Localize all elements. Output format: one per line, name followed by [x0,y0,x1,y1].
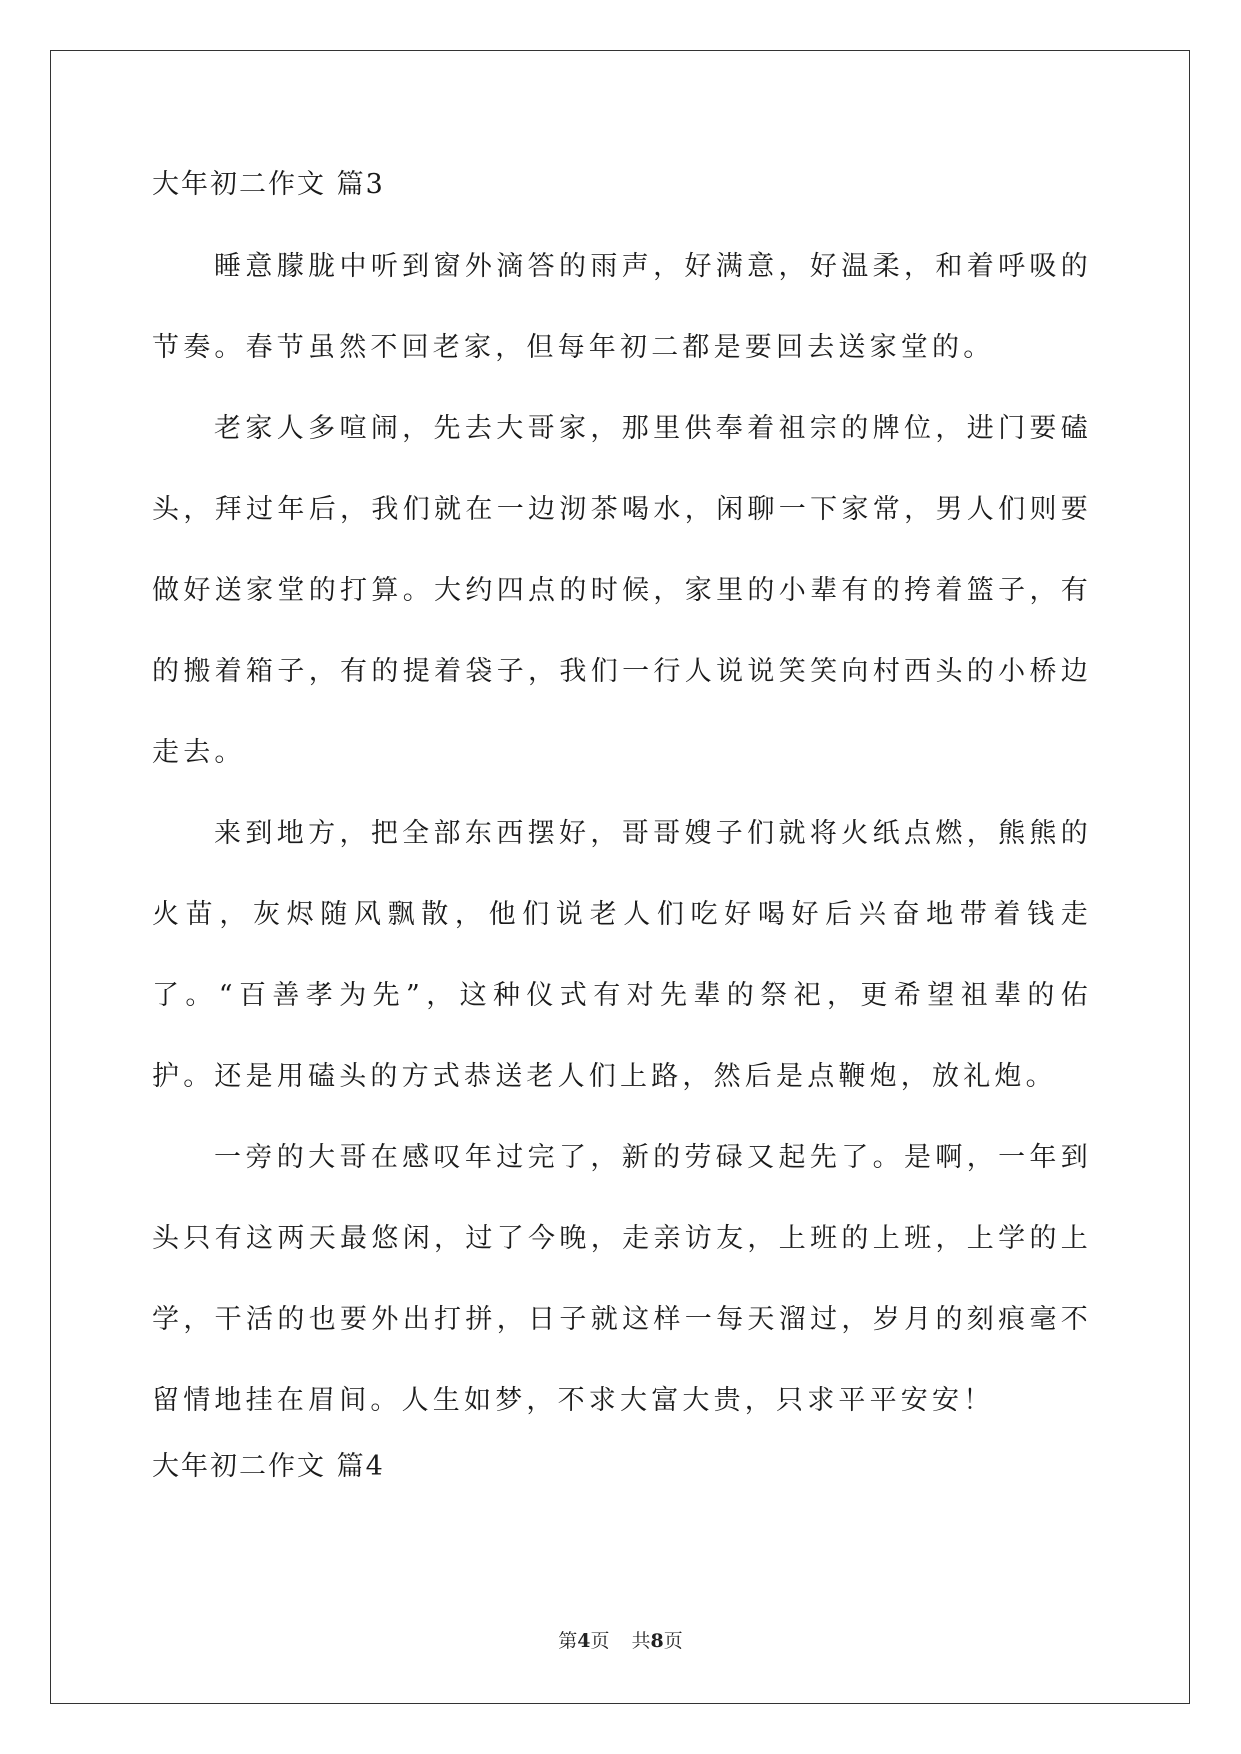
section-title-4: 大年初二作文 篇4 [152,1451,385,1482]
total-prefix: 共 [631,1630,651,1652]
total-suffix: 页 [663,1630,683,1652]
page-suffix: 页 [590,1630,610,1652]
page-prefix: 第 [558,1630,578,1652]
paragraph-1: 睡意朦胧中听到窗外滴答的雨声，好满意，好温柔，和着呼吸的节奏。春节虽然不回老家，但每年初二都是要回去送家堂的。 [152,251,1092,363]
page-total: 8 [650,1630,664,1652]
paragraph-3: 来到地方，把全部东西摆好，哥哥嫂子们就将火纸点燃，熊熊的火苗，灰烬随风飘散，他们说老人们吃好喝好后兴奋地带着钱走了。“百善孝为先”，这种仪式有对先辈的祭祀，更希望祖辈的佑护。还是用磕头的方式恭送老人们上路，然后是点鞭炮，放礼炮。 [152,818,1092,1092]
page-current: 4 [577,1630,591,1652]
document-body [152,165,1092,1508]
section-title-3: 大年初二作文 篇3 [152,169,385,200]
paragraph-4: 一旁的大哥在感叹年过完了，新的劳碌又起先了。是啊，一年到头只有这两天最悠闲，过了今晚，走亲访友，上班的上班，上学的上学，干活的也要外出打拼，日子就这样一每天溜过，岁月的刻痕毫不留情地挂在眉间。人生如梦，不求大富大贵，只求平平安安！ [152,1142,1092,1416]
page-footer [0,1629,1241,1653]
paragraph-2: 老家人多喧闹，先去大哥家，那里供奉着祖宗的牌位，进门要磕头，拜过年后，我们就在一边沏茶喝水，闲聊一下家常，男人们则要做好送家堂的打算。大约四点的时候，家里的小辈有的挎着篮子，有的搬着箱子，有的提着袋子，我们一行人说说笑笑向村西头的小桥边走去。 [152,413,1092,768]
